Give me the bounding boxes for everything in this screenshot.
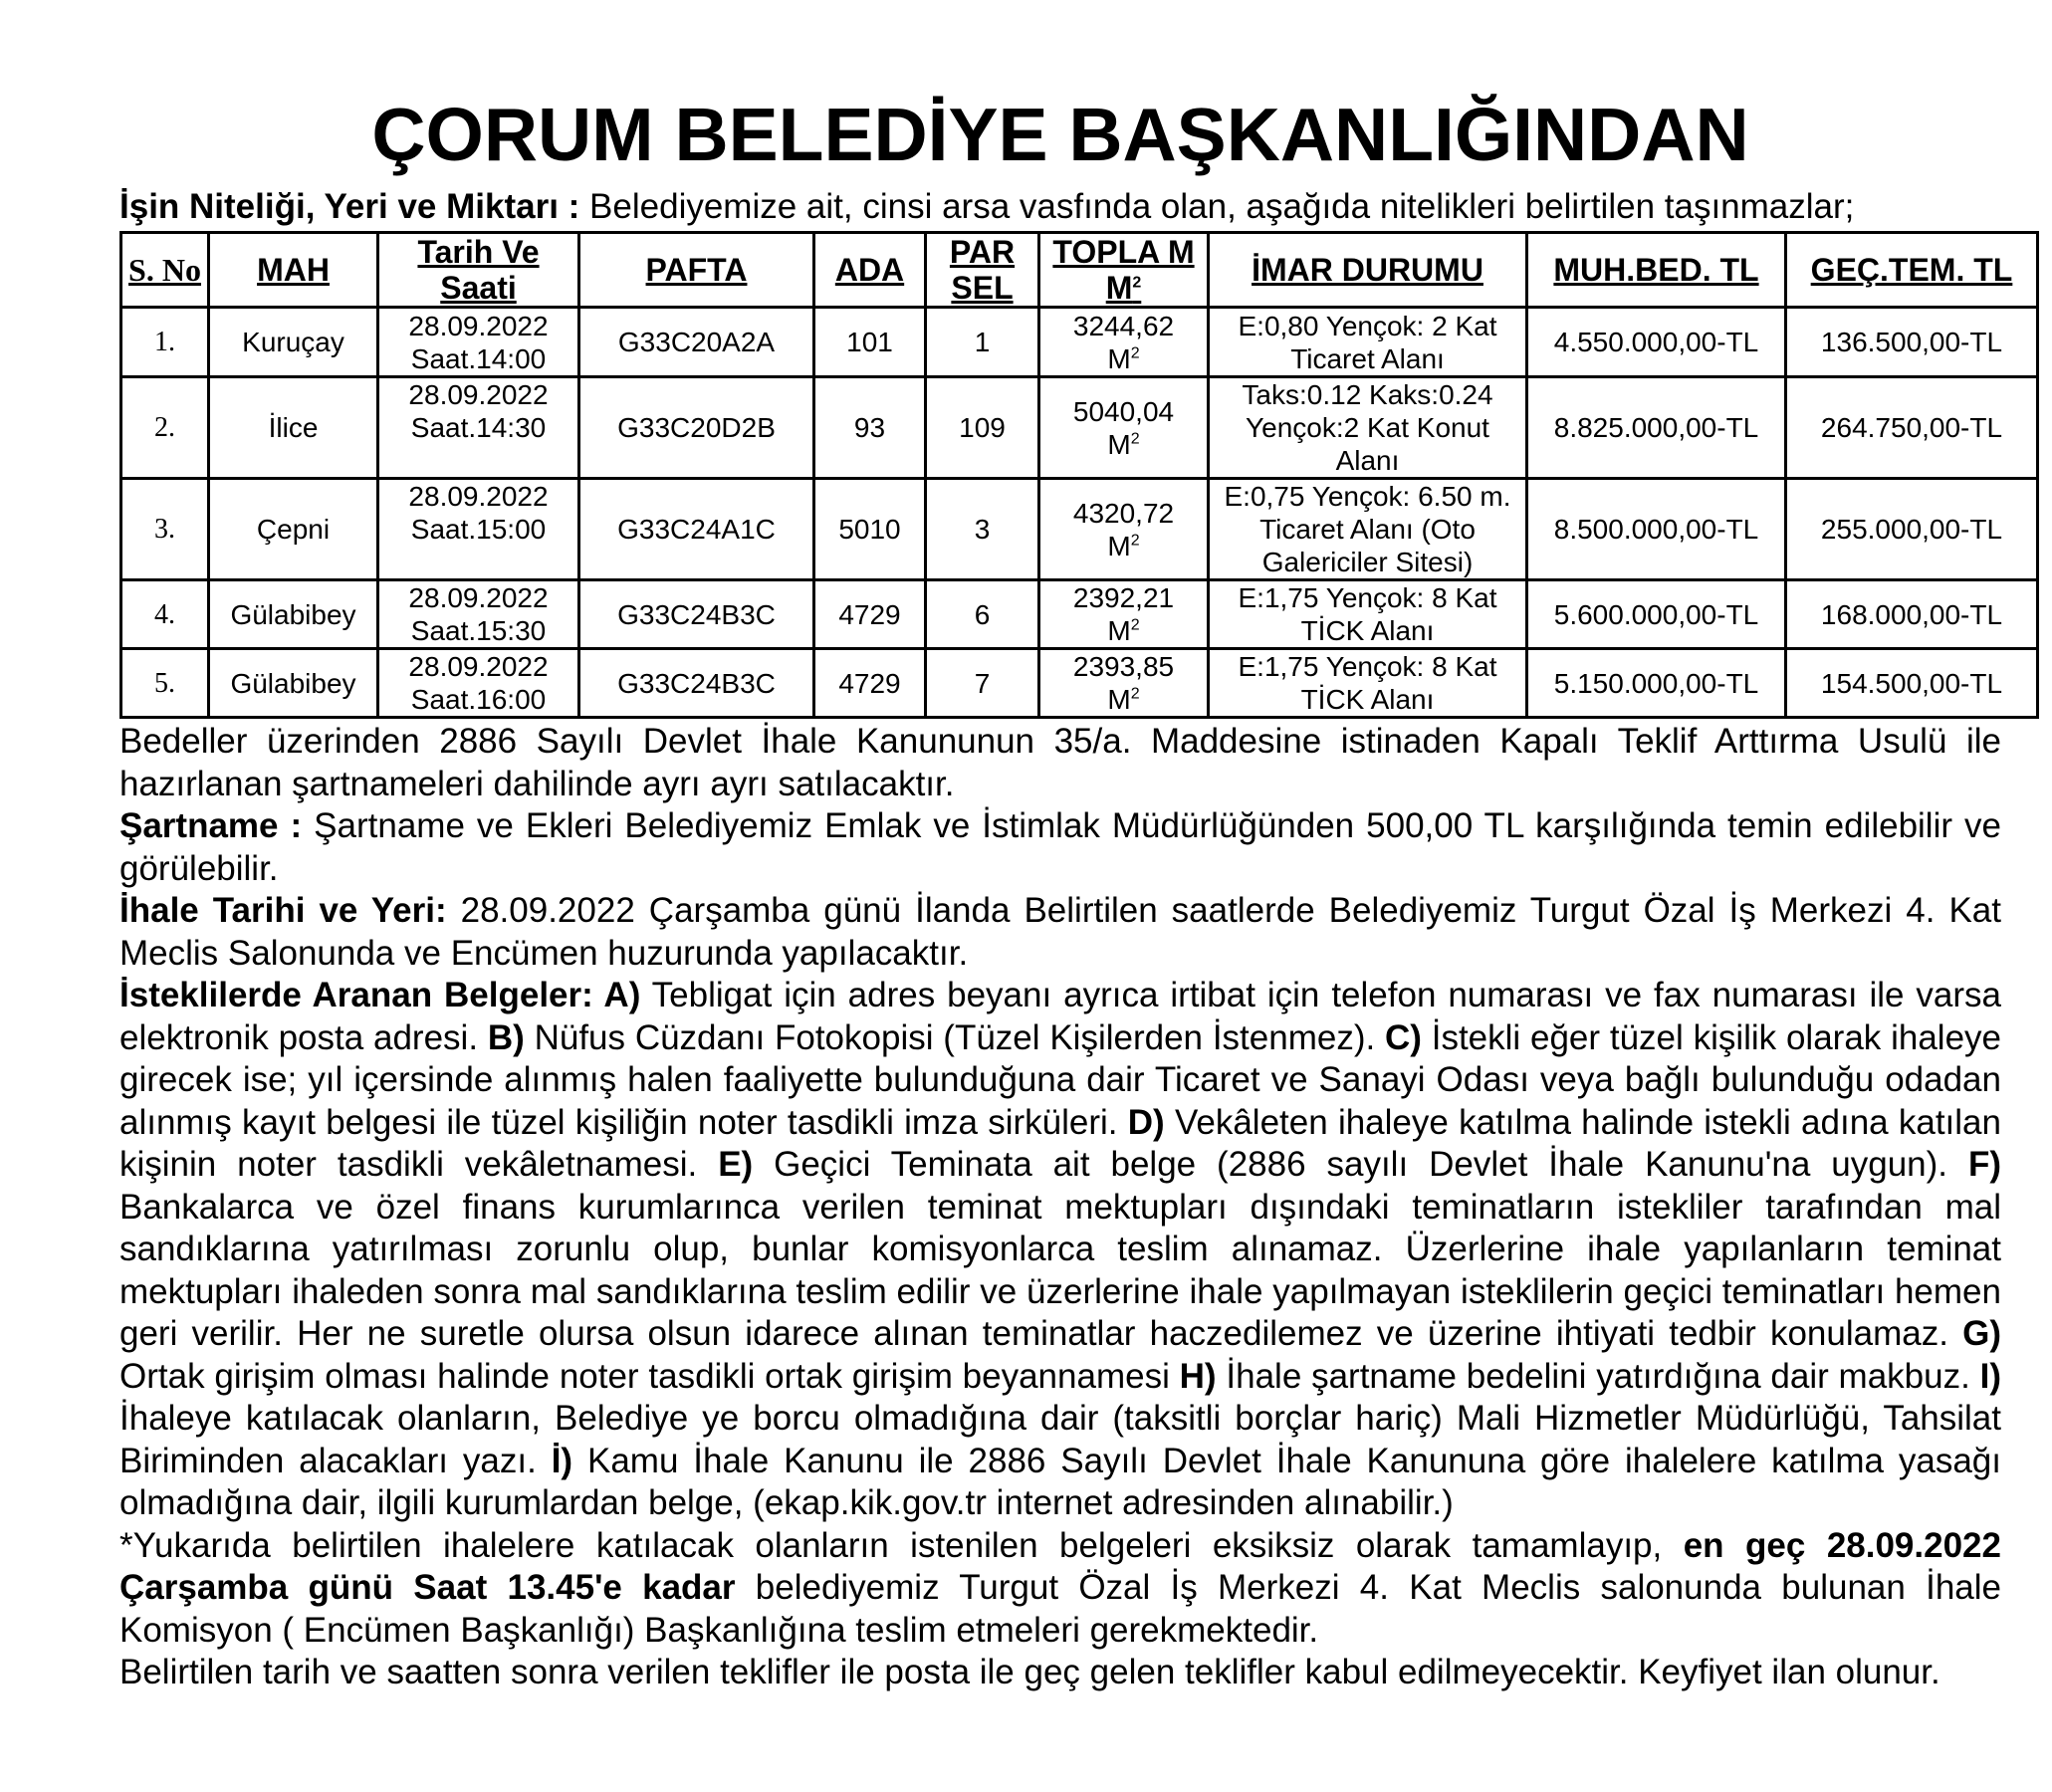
intro-label: İşin Niteliği, Yeri ve Miktarı : [119, 187, 580, 226]
cell-date: 28.09.2022 [408, 481, 549, 512]
item-c-text: İstekli eğer tüzel kişilik olarak ihaleye girecek ise; yıl içersinde alınmış halen faaliyette bulunduğuna dair Ticaret ve Sanayi Odası veya bağlı bulunduğu odadan alınmış kayıt belgesi ile tüzel kişiliğin noter tasdikli imza sirküleri. [119, 1017, 2002, 1142]
cell-muh: 5.600.000,00-TL [1527, 580, 1786, 649]
cell-gec: 136.500,00-TL [1786, 308, 2038, 377]
cell-mah: Gülabibey [209, 649, 378, 718]
cell-mah: Kuruçay [209, 308, 378, 377]
item-d-text: Vekâleten ihaleye katılma halinde istekli adına katılan kişinin noter tasdikli vekâletnamesi. [119, 1102, 2001, 1184]
cell-muh: 8.825.000,00-TL [1527, 377, 1786, 479]
header-tarih: Tarih Ve Saati [378, 233, 579, 308]
announcement-body [119, 721, 2001, 1694]
cell-time: Saat.15:00 [410, 514, 547, 545]
header-sno: S. No [121, 233, 209, 308]
paragraph-required-documents [119, 975, 2001, 1525]
table-row [121, 308, 2038, 377]
cell-sno: 4. [121, 580, 209, 649]
cell-area [1039, 377, 1209, 479]
item-b-label: B) [487, 1017, 525, 1057]
table-body [121, 308, 2038, 718]
cell-time: Saat.14:00 [410, 342, 547, 374]
header-topla-sup: 2 [1132, 274, 1142, 292]
cell-ada: 5010 [814, 479, 926, 580]
header-topla-label: TOPLA M M [1052, 234, 1195, 306]
unit-sup: 2 [1130, 430, 1140, 448]
table-row [121, 479, 2038, 580]
announcement-document [119, 90, 2013, 1694]
intro-line [119, 185, 2001, 229]
item-a-label: A) [592, 976, 641, 1014]
header-pafta: PAFTA [579, 233, 814, 308]
header-gec: GEÇ.TEM. TL [1786, 233, 2038, 308]
cell-area-unit [1046, 428, 1201, 461]
item-b-text: Nüfus Cüzdanı Fotokopisi (Tüzel Kişilerden İstenmez). [524, 1017, 1385, 1057]
cell-parsel: 6 [926, 580, 1039, 649]
cell-ada: 4729 [814, 649, 926, 718]
header-ada: ADA [814, 233, 926, 308]
cell-area [1039, 580, 1209, 649]
cell-area-unit [1046, 683, 1201, 716]
cell-area-value: 2393,85 [1072, 651, 1175, 682]
cell-date: 28.09.2022 [408, 582, 549, 613]
table-header-row [121, 233, 2038, 308]
cell-pafta: G33C20D2B [579, 377, 814, 479]
cell-pafta: G33C24B3C [579, 649, 814, 718]
cell-muh: 5.150.000,00-TL [1527, 649, 1786, 718]
cell-ada: 93 [814, 377, 926, 479]
deadline-pre: *Yukarıda belirtilen ihalelere katılacak olanların istenilen belgeleri eksiksiz olarak tamamlayıp, [119, 1525, 1684, 1565]
cell-sno: 1. [121, 308, 209, 377]
unit-label: M [1107, 342, 1131, 374]
header-mah: MAH [209, 233, 378, 308]
unit-sup: 2 [1130, 532, 1140, 550]
required-documents-label: İsteklilerde Aranan Belgeler: [119, 976, 593, 1014]
cell-area-value: 2392,21 [1072, 582, 1175, 613]
cell-sno: 2. [121, 377, 209, 479]
item-g-text: Ortak girişim olması halinde noter tasdikli ortak girişim beyannamesi [119, 1356, 1180, 1396]
paragraph-closing: Belirtilen tarih ve saatten sonra verilen teklifler ile posta ile geç gelen teklifler kabul edilmeyecektir. Keyfiyet ilan olunur. [119, 1653, 1940, 1691]
paragraph-sale-method: Bedeller üzerinden 2886 Sayılı Devlet İhale Kanununun 35/a. Maddesine istinaden Kapalı Teklif Arttırma Usulü ile hazırlanan şartnameleri dahilinde ayrı ayrı satılacaktır. [119, 722, 2001, 803]
paragraph-deadline [119, 1525, 2001, 1653]
item-h-label: H) [1179, 1356, 1217, 1396]
cell-area [1039, 649, 1209, 718]
item-h-text: İhale şartname bedelini yatırdığına dair makbuz. [1216, 1356, 1980, 1396]
cell-area [1039, 479, 1209, 580]
cell-imar: E:1,75 Yençok: 8 Kat TİCK Alanı [1209, 580, 1527, 649]
cell-area [1039, 308, 1209, 377]
item-c-label: C) [1385, 1017, 1422, 1057]
unit-label: M [1107, 530, 1131, 561]
cell-area-value: 3244,62 [1072, 310, 1175, 341]
item-i-label: I) [1979, 1356, 2002, 1396]
cell-imar: E:0,75 Yençok: 6.50 m. Ticaret Alanı (Oto Galericiler Sitesi) [1209, 479, 1527, 580]
unit-label: M [1107, 615, 1131, 646]
cell-muh: 4.550.000,00-TL [1527, 308, 1786, 377]
cell-gec: 264.750,00-TL [1786, 377, 2038, 479]
cell-area-value: 5040,04 [1072, 395, 1175, 427]
cell-area-unit [1046, 530, 1201, 562]
tender-date-text: 28.09.2022 Çarşamba günü İlanda Belirtilen saatlerde Belediyemiz Turgut Özal İş Merkezi 4. Kat Meclis Salonunda ve Encümen huzurunda yapılacaktır. [119, 891, 2001, 973]
cell-imar: Taks:0.12 Kaks:0.24 Yençok:2 Kat Konut Alanı [1209, 377, 1527, 479]
cell-tarih [378, 479, 579, 580]
cell-ada: 4729 [814, 580, 926, 649]
cell-time: Saat.16:00 [410, 684, 547, 715]
item-g-label: G) [1962, 1314, 2001, 1353]
item-d-label: D) [1127, 1102, 1165, 1142]
specification-text: Şartname ve Ekleri Belediyemiz Emlak ve İstimlak Müdürlüğünden 500,00 TL karşılığında temin edilebilir ve görülebilir. [119, 806, 2001, 888]
header-parsel: PAR SEL [926, 233, 1039, 308]
paragraph-specification [119, 805, 2001, 890]
deadline-bold: en geç 28.09.2022 Çarşamba günü Saat 13.45'e kadar [119, 1525, 2001, 1607]
header-imar: İMAR DURUMU [1209, 233, 1527, 308]
cell-gec: 255.000,00-TL [1786, 479, 2038, 580]
cell-date: 28.09.2022 [408, 651, 549, 682]
cell-mah: Gülabibey [209, 580, 378, 649]
intro-text: Belediyemize ait, cinsi arsa vasfında olan, aşağıda nitelikleri belirtilen taşınmazlar; [589, 187, 1855, 226]
cell-area-unit [1046, 614, 1201, 647]
unit-label: M [1107, 684, 1131, 715]
cell-gec: 154.500,00-TL [1786, 649, 2038, 718]
cell-pafta: G33C24A1C [579, 479, 814, 580]
unit-sup: 2 [1130, 344, 1140, 362]
specification-label: Şartname : [119, 806, 303, 845]
item-e-label: E) [718, 1145, 754, 1184]
deadline-post: belediyemiz Turgut Özal İş Merkezi 4. Kat Meclis salonunda bulunan İhale Komisyon ( Encümen Başkanlığı) Başkanlığına teslim etmeleri gerekmektedir. [119, 1568, 2001, 1650]
cell-parsel: 7 [926, 649, 1039, 718]
cell-time: Saat.15:30 [410, 615, 547, 646]
cell-tarih [378, 580, 579, 649]
header-topla [1039, 233, 1209, 308]
cell-parsel: 1 [926, 308, 1039, 377]
cell-tarih [378, 377, 579, 479]
page-title: ÇORUM BELEDİYE BAŞKANLIĞINDAN [371, 93, 1749, 176]
cell-time: Saat.14:30 [410, 412, 547, 443]
cell-pafta: G33C20A2A [579, 308, 814, 377]
cell-imar: E:0,80 Yençok: 2 Kat Ticaret Alanı [1209, 308, 1527, 377]
cell-area-unit [1046, 342, 1201, 375]
table-row [121, 649, 2038, 718]
cell-tarih [378, 308, 579, 377]
cell-imar: E:1,75 Yençok: 8 Kat TİCK Alanı [1209, 649, 1527, 718]
item-f-text: Bankalarca ve özel finans kurumlarınca verilen teminat mektupları dışındaki teminatların istekliler tarafından mal sandıklarına yatırılması zorunlu olup, bunlar komisyonlarca teslim alınamaz. Üzerlerine ihale yapılanların teminat mektupları ihaleden sonra mal sandıklarına teslim edilir ve üzerlerine ihale yapılmayan isteklilerin geçici teminatları hemen geri verilir. Her ne suretle olursa olsun idarece alınan teminatlar haczedilemez ve üzerine ihtiyati tedbir konulamaz. [119, 1187, 2001, 1353]
tender-date-label: İhale Tarihi ve Yeri: [119, 891, 447, 930]
cell-date: 28.09.2022 [408, 379, 549, 410]
cell-date: 28.09.2022 [408, 310, 549, 341]
paragraph-tender-date [119, 890, 2001, 975]
property-table [119, 231, 2039, 719]
cell-sno: 3. [121, 479, 209, 580]
item-e-text: Geçici Teminata ait belge (2886 sayılı Devlet İhale Kanunu'na uygun). [753, 1145, 1968, 1184]
cell-mah: Çepni [209, 479, 378, 580]
cell-mah: İlice [209, 377, 378, 479]
cell-parsel: 109 [926, 377, 1039, 479]
item-j-label: İ) [551, 1441, 573, 1480]
cell-tarih [378, 649, 579, 718]
unit-sup: 2 [1130, 685, 1140, 703]
item-i-text: İhaleye katılacak olanların, Belediye ye borcu olmadığına dair (taksitli borçlar hariç) Mali Hizmetler Müdürlüğü, Tahsilat Biriminden alacakları yazı. [119, 1399, 2001, 1480]
table-row [121, 580, 2038, 649]
header-muh: MUH.BED. TL [1527, 233, 1786, 308]
cell-muh: 8.500.000,00-TL [1527, 479, 1786, 580]
item-a-text: Tebligat için adres beyanı ayrıca irtibat için telefon numarası ve fax numarası ile varsa elektronik posta adresi. [119, 976, 2001, 1057]
cell-sno: 5. [121, 649, 209, 718]
item-j-text: Kamu İhale Kanunu ile 2886 Sayılı Devlet İhale Kanununa göre ihalelere katılma yasağı olmadığına dair, ilgili kurumlardan belge, (ekap.kik.gov.tr internet adresinden alınabilir.) [119, 1441, 2001, 1522]
cell-gec: 168.000,00-TL [1786, 580, 2038, 649]
cell-area-value: 4320,72 [1072, 497, 1175, 529]
cell-parsel: 3 [926, 479, 1039, 580]
item-f-label: F) [1967, 1145, 2001, 1184]
cell-pafta: G33C24B3C [579, 580, 814, 649]
table-row [121, 377, 2038, 479]
unit-sup: 2 [1130, 616, 1140, 634]
unit-label: M [1107, 428, 1131, 460]
cell-ada: 101 [814, 308, 926, 377]
